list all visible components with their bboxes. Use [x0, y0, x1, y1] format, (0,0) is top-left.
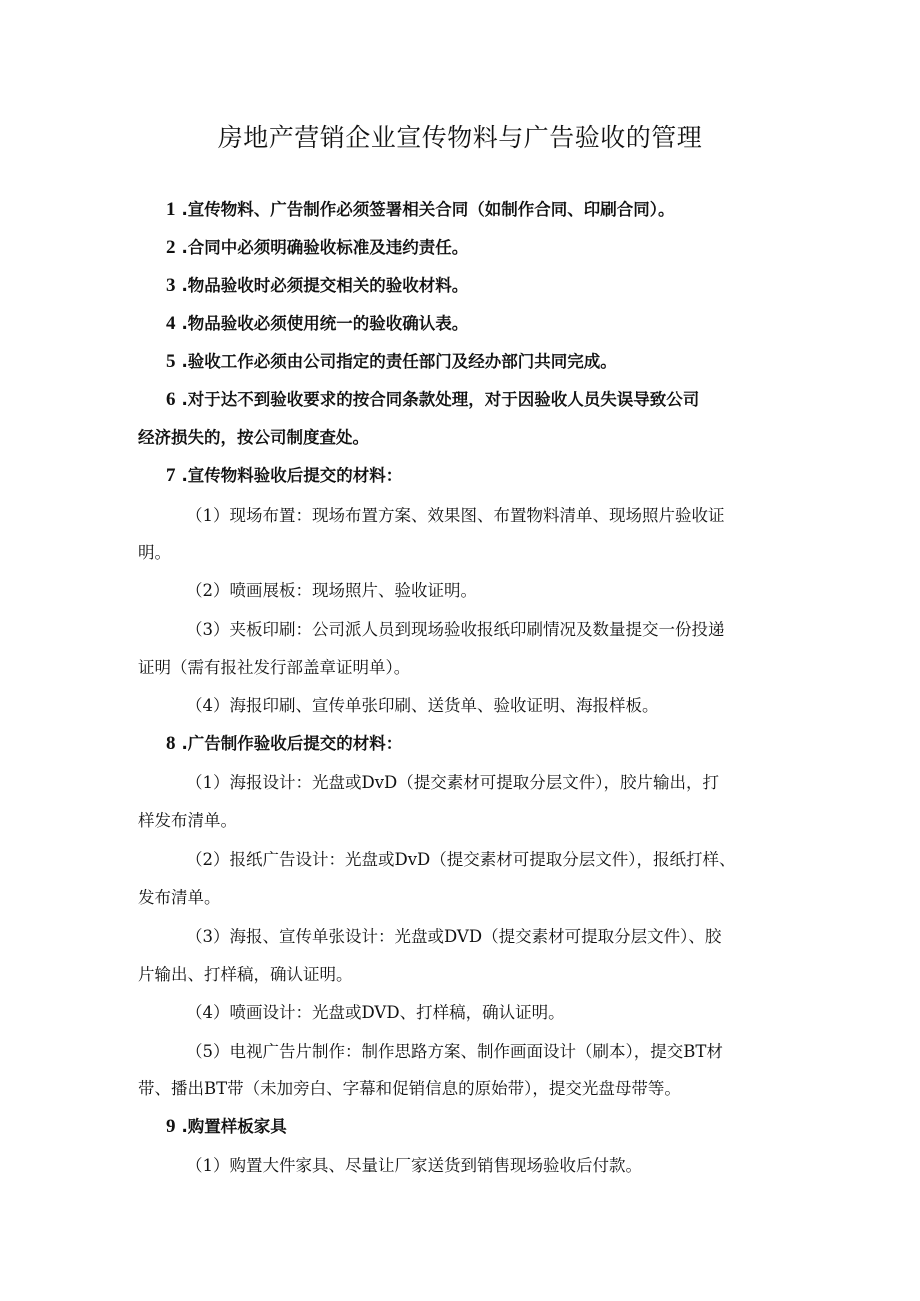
item-8: [166, 732, 402, 756]
item-3: [166, 274, 468, 298]
item-number: 4: [166, 313, 176, 334]
document-title: 房地产营销企业宣传物料与广告验收的管理: [217, 123, 703, 152]
item-7: [166, 464, 402, 488]
sub8-5: （5）电视广告片制作：制作思路方案、制作画面设计（刷本），提交BT材: [186, 1042, 723, 1061]
sub8-2: （2）报纸广告设计：光盘或DvD（提交素材可提取分层文件），报纸打样、: [186, 850, 736, 869]
sub8-4: （4）喷画设计：光盘或DVD、打样稿，确认证明。: [186, 1003, 565, 1022]
item-number: 7: [166, 465, 176, 486]
sub7-1-continuation: 明。: [138, 543, 171, 562]
item-5: [166, 350, 617, 374]
item-number: 3: [166, 275, 176, 296]
sub8-3-continuation: 片输出、打样稿，确认证明。: [138, 965, 353, 984]
item-text: .广告制作验收后提交的材料：: [181, 734, 403, 753]
sub7-3-continuation: 证明（需有报社发行部盖章证明单）。: [138, 658, 411, 677]
item-text: .对于达不到验收要求的按合同条款处理，对于因验收人员失误导致公司: [181, 390, 700, 409]
item-text: .宣传物料验收后提交的材料：: [181, 466, 403, 485]
sub7-1: （1）现场布置：现场布置方案、效果图、布置物料清单、现场照片验收证: [186, 506, 725, 525]
item-6-continuation: 经济损失的，按公司制度查处。: [138, 428, 369, 447]
item-1: [166, 198, 675, 222]
item-number: 5: [166, 351, 176, 372]
sub8-2-continuation: 发布清单。: [138, 888, 221, 907]
sub8-1-continuation: 样发布清单。: [138, 811, 237, 830]
item-text: .购置样板家具: [181, 1117, 287, 1136]
sub7-3: （3）夹板印刷：公司派人员到现场验收报纸印刷情况及数量提交一份投递: [186, 620, 725, 639]
item-text: .物品验收时必须提交相关的验收材料。: [181, 276, 469, 295]
sub8-1: （1）海报设计：光盘或DvD（提交素材可提取分层文件），胶片输出，打: [186, 773, 720, 792]
item-2: [166, 236, 468, 260]
item-number: 2: [166, 237, 176, 258]
sub8-5-continuation: 带、播出BT带（未加旁白、字幕和促销信息的原始带），提交光盘母带等。: [138, 1079, 681, 1098]
sub8-3: （3）海报、宣传单张设计：光盘或DVD（提交素材可提取分层文件）、胶: [186, 927, 722, 946]
item-number: 8: [166, 733, 176, 754]
item-text: .宣传物料、广告制作必须签署相关合同（如制作合同、印刷合同）。: [181, 200, 675, 219]
item-number: 9: [166, 1116, 176, 1137]
item-text: .合同中必须明确验收标准及违约责任。: [181, 238, 469, 257]
item-number: 1: [166, 199, 176, 220]
item-text: .物品验收必须使用统一的验收确认表。: [181, 314, 469, 333]
item-text: .验收工作必须由公司指定的责任部门及经办部门共同完成。: [181, 352, 617, 371]
item-number: 6: [166, 389, 176, 410]
item-9: [166, 1115, 287, 1139]
item-6: [166, 388, 699, 412]
item-4: [166, 312, 468, 336]
sub9-1: （1）购置大件家具、尽量让厂家送货到销售现场验收后付款。: [186, 1156, 642, 1175]
sub7-4: （4）海报印刷、宣传单张印刷、送货单、验收证明、海报样板。: [186, 696, 659, 715]
sub7-2: （2）喷画展板：现场照片、验收证明。: [186, 581, 477, 600]
